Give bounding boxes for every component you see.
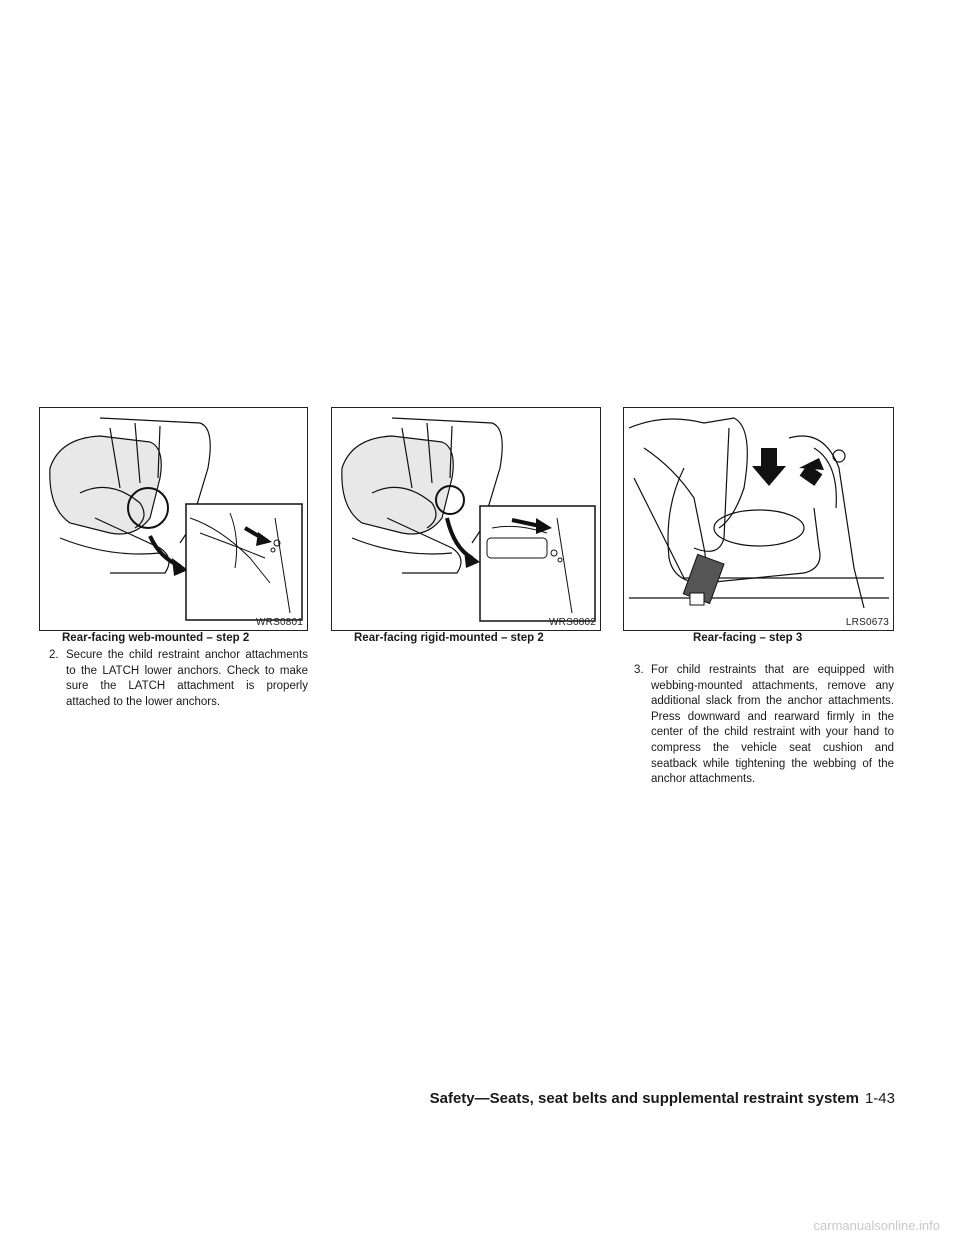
- figure-caption: Rear-facing rigid-mounted – step 2: [354, 632, 544, 644]
- watermark: carmanualsonline.info: [813, 1218, 940, 1233]
- step-number: 2.: [49, 649, 59, 661]
- figure-caption: Rear-facing – step 3: [693, 632, 803, 644]
- hands-pressing-seat-illustration: [624, 408, 894, 631]
- step-number: 3.: [634, 664, 644, 676]
- figure-code: WRS0802: [549, 617, 596, 628]
- figure-code: LRS0673: [845, 617, 889, 628]
- section-title: Safety—Seats, seat belts and supplemental restraint system: [429, 1090, 859, 1107]
- page-footer: [430, 1090, 895, 1107]
- figure-step3: [623, 407, 894, 631]
- step-text: For child restraints that are equipped with webbing-mounted attachments, remove any additional slack from the anchor attachments. Press downward and rearward firmly in the center of the child restraint with your hand to compress the vehicle seat cushion and seatback while tightening the webbing of the anchor attachments.: [651, 664, 894, 786]
- figure-caption: Rear-facing web-mounted – step 2: [62, 632, 250, 644]
- figure-code: WRS0801: [256, 617, 303, 628]
- step-paragraph: [634, 663, 894, 788]
- step-paragraph: [49, 648, 308, 710]
- page-number: 1-43: [864, 1090, 895, 1107]
- figure-web-mounted-step2: [39, 407, 308, 631]
- figure-rigid-mounted-step2: [331, 407, 601, 631]
- step-text: Secure the child restraint anchor attachments to the LATCH lower anchors. Check to make sure the LATCH attachment is properly attached to the lower anchors.: [66, 649, 308, 708]
- child-seat-illustration: [332, 408, 601, 631]
- child-seat-illustration: [40, 408, 308, 631]
